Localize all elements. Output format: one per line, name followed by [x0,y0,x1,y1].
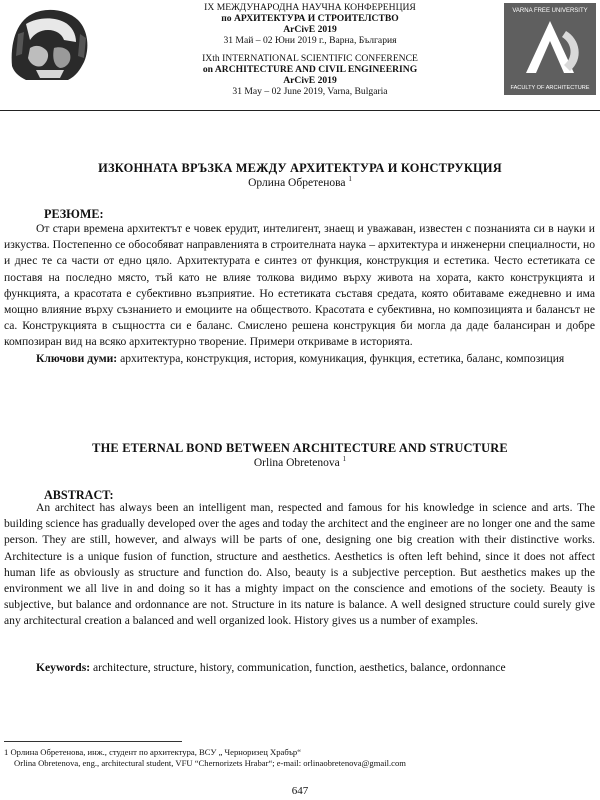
abstract-text-bg: От стари времена архитектът е човек ерудит, интелигент, знаещ и уважаван, известен с познанията си в науки и изкуства. Постепенно се обособяват направленията в строителната наука – архитектура и инженерни специалности, но и днес те са части от едно цяло. Архитектурата е синтез от функция, конструкция и естетика. Често естетиката се поставя на последно място, тъй като не влияе толкова видимо върху живота на хората, както конструкцията и функцията, а красотата е субективно възприятие. Но естетиката съставя средата, която обитаваме ежедневно и има мощно влияние върху съзнанието и емоциите на обществото. Красотата е субективна, но композицията и балансът не са. Конструкцията в същността си е баланс. Смислено решена конструкция би могла да даде балансиран и добре композиран вид на всяко архитектурно творение. Примери откриваме в историята. [4,222,595,349]
conference-bg-line-1: IX МЕЖДУНАРОДНА НАУЧНА КОНФЕРЕНЦИЯ [204,2,416,13]
university-logo-bottom-text: FACULTY OF ARCHITECTURE [510,85,590,91]
keywords-bg: Ключови думи: архитектура, конструкция, история, комуникация, функция, естетика, баланс, композиция [36,352,565,365]
footnote-divider [4,741,182,742]
header-divider [0,110,600,111]
conference-bg-line-2: по АРХИТЕКТУРА И СТРОИТЕЛСТВО [221,13,399,24]
conference-info-en [115,53,505,97]
university-logo-top-text: VARNA FREE UNIVERSITY [512,8,588,14]
conference-bg-line-4: 31 Май – 02 Юни 2019 г., Варна, България [223,35,397,46]
conference-bg-line-3: ArCivE 2019 [283,24,337,35]
conference-en-line-4: 31 May – 02 June 2019, Varna, Bulgaria [232,86,388,97]
page-number: 647 [291,785,309,797]
footnote-en: Orlina Obretenova, eng., architectural student, VFU “Chernorizets Hrabar“; e-mail: orlinaobretenova@gmail.com [14,758,406,768]
paper-title-bg: ИЗКОННАТА ВРЪЗКА МЕЖДУ АРХИТЕКТУРА И КОНСТРУКЦИЯ [98,161,502,175]
author-en: Orlina Obretenova $^1$ [253,455,347,469]
conference-en-line-2: on ARCHITECTURE AND CIVIL ENGINEERING [202,64,418,75]
conference-info-bg [115,2,505,46]
abstract-heading-bg: РЕЗЮМЕ: [44,207,104,221]
author-bg: Орлина Обретенова $^1$ [248,175,352,189]
conference-header [0,0,600,108]
footnote-bg: 1 Орлина Обретенова, инж., студент по архитектура, ВСУ „ Черноризец Храбър“ [4,747,302,757]
university-logo-icon [504,3,596,95]
paper-title-en: THE ETERNAL BOND BETWEEN ARCHITECTURE AND STRUCTURE [92,441,508,455]
conference-en-line-3: ArCivE 2019 [283,75,337,86]
abstract-text-en: An architect has always been an intelligent man, respected and famous for his knowledge in science and arts. The building science has gradually developed over the ages and today the architect and the engineer are no longer one and the same person. They are still, however, and always will be parts of one, designing one big creation with their distinctive works. Architecture is a unique fusion of function, structure and aesthetics. Aesthetics is often left behind, since it does not affect human life as obviously as structure and function do. Also, beauty is a subjective perception. But aesthetics makes up the environment we all live in and doing so it has a mighty impact on the conscience and emotions of the society. Beauty is subjective, but balance and ordonnance are not. Structure in its nature is balance. A well designed structure could surely give any architectural creation a balanced and well organized look. History gives us a number of examples. [4,501,595,628]
conference-logo-icon [6,4,94,84]
conference-en-line-1: IXth INTERNATIONAL SCIENTIFIC CONFERENCE [202,53,418,64]
abstract-heading-en: ABSTRACT: [44,488,114,502]
keywords-en: Keywords: architecture, structure, history, communication, function, aesthetics, balance, ordonnance [36,661,506,674]
